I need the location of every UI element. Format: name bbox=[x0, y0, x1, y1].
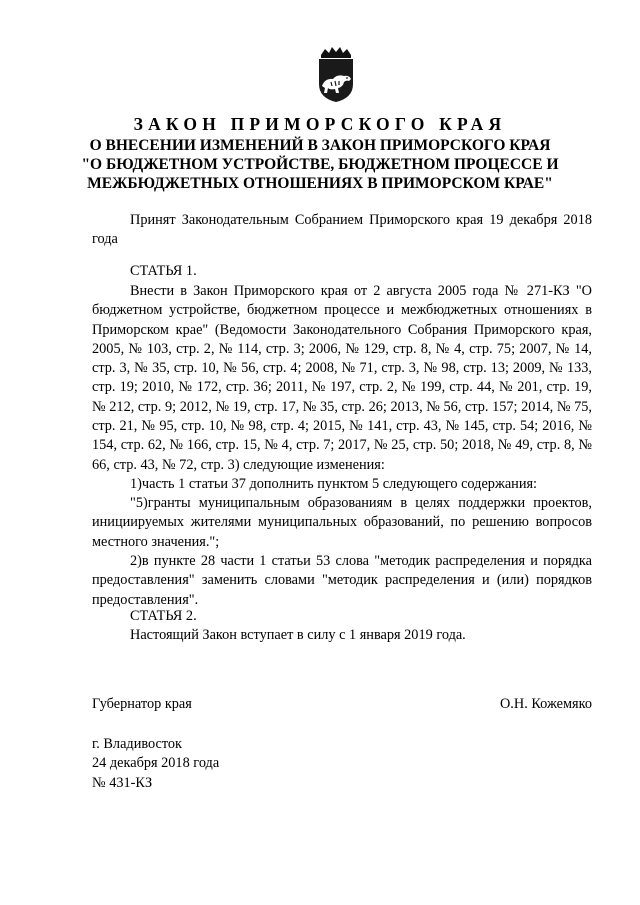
heading-line: О ВНЕСЕНИИ ИЗМЕНЕНИЙ В ЗАКОН ПРИМОРСКОГО КРАЯ bbox=[89, 137, 551, 154]
article-1-intro: Внести в Закон Приморского края от 2 августа 2005 года № 271-КЗ "О бюджетном устройстве, бюджетном процессе и межбюджетных отношениях в Приморском крае" (Ведомости Законодательного Собрания Приморского края, 2005, № 103, стр. 2, № 114, стр. 3; 2006, № 129, стр. 8, № 4, стр. 75; 2007, № 14, стр. 3, № 35, стр. 10, № 56, стр. 4; 2008, № 71, стр. 3, № 98, стр. 13; 2009, № 133, стр. 19; 2010, № 172, стр. 36; 2011, № 197, стр. 2, № 199, стр. 44, № 201, стр. 19, № 212, стр. 9; 2012, № 19, стр. 17, № 35, стр. 26; 2013, № 56, стр. 157; 2014, № 75, стр. 21, № 95, стр. 10, № 98, стр. 4; 2015, № 141, стр. 43, № 145, стр. 54; 2016, № 154, стр. 62, № 166, стр. 15, № 4, стр. 7; 2017, № 25, стр. 50; 2018, № 49, стр. 8, № 66, стр. 43, № 72, стр. 3) следующие изменения: bbox=[92, 283, 592, 473]
heading-line: МЕЖБЮДЖЕТНЫХ ОТНОШЕНИЯХ В ПРИМОРСКОМ КРАЕ" bbox=[87, 175, 553, 192]
article-1-item-1-quote: "5)гранты муниципальным образованиям в целях поддержки проектов, инициируемых жителями муниципальных образований, по решению вопросов местного значения."; bbox=[92, 495, 592, 550]
footer-date: 24 декабря 2018 года bbox=[92, 755, 220, 772]
article-1-title: СТАТЬЯ 1. bbox=[130, 263, 197, 279]
adoption-note: Принят Законодательным Собранием Приморского края 19 декабря 2018 года bbox=[92, 212, 592, 248]
signature-position: Губернатор края bbox=[92, 696, 192, 712]
heading-line: "О БЮДЖЕТНОМ УСТРОЙСТВЕ, БЮДЖЕТНОМ ПРОЦЕССЕ И bbox=[81, 156, 559, 173]
article-1-item-2: 2)в пункте 28 части 1 статьи 53 слова "методик распределения и порядка предоставления" заменить словами "методик распределения и (или) порядков предоставления". bbox=[92, 553, 592, 608]
article-1-item-1: 1)часть 1 статьи 37 дополнить пунктом 5 следующего содержания: bbox=[130, 476, 538, 492]
signature-name: О.Н. Кожемяко bbox=[499, 696, 592, 712]
footer-number: № 431-КЗ bbox=[92, 774, 153, 791]
footer-city: г. Владивосток bbox=[92, 736, 182, 752]
article-2-title: СТАТЬЯ 2. bbox=[130, 608, 197, 624]
document-footer bbox=[92, 735, 219, 793]
law-title: ЗАКОН ПРИМОРСКОГО КРАЯ bbox=[133, 114, 507, 134]
article-2-text: Настоящий Закон вступает в силу с 1 января 2019 года. bbox=[130, 627, 466, 643]
coat-of-arms-icon bbox=[307, 46, 365, 104]
law-heading bbox=[60, 136, 580, 193]
